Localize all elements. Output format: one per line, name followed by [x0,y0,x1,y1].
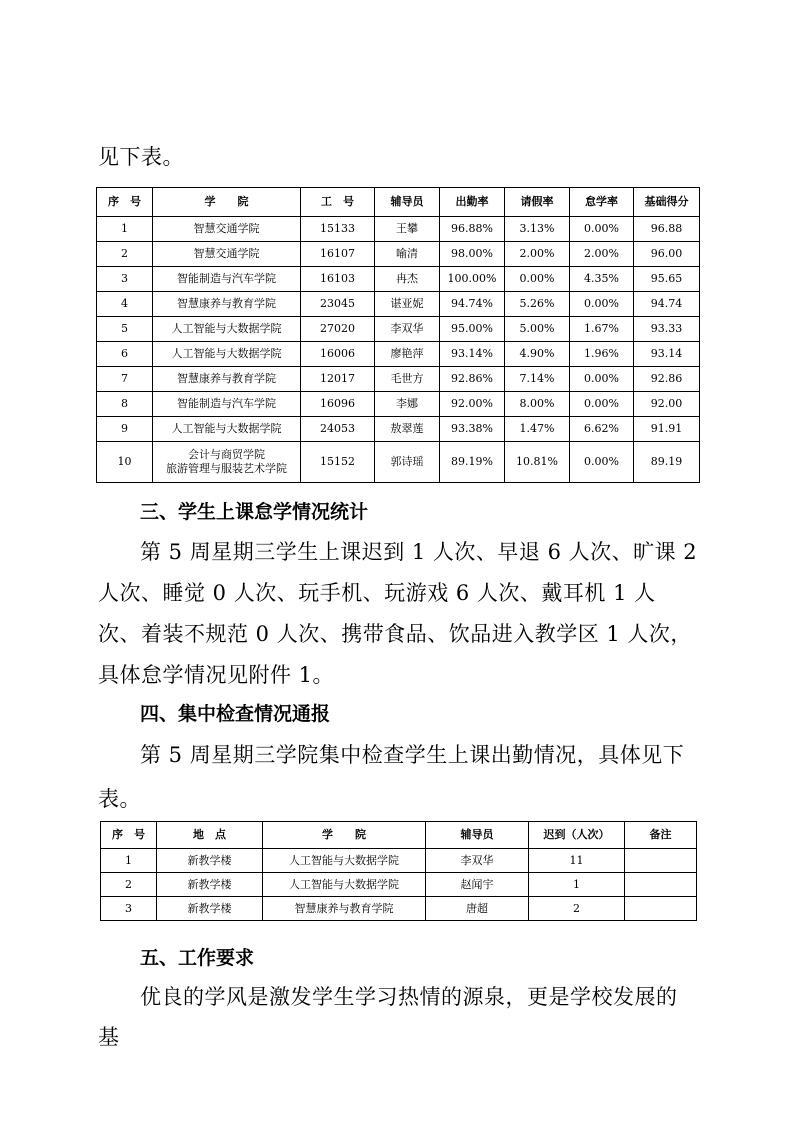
cell-college: 智能制造与汽车学院 [153,392,301,417]
table-row [97,292,700,317]
cell-counselor: 喻清 [375,242,440,267]
cell-location: 新教学楼 [157,897,263,921]
table-row [97,217,700,242]
cell-staff-id: 12017 [301,367,375,392]
cell-attendance: 94.74% [440,292,505,317]
cell-no: 6 [97,342,153,367]
cell-staff-id: 16107 [301,242,375,267]
header-attendance: 出勤率 [440,188,505,217]
header-counselor: 辅导员 [426,822,529,849]
header-no: 序 号 [101,822,157,849]
header-remark: 备注 [625,822,697,849]
cell-attendance: 98.00% [440,242,505,267]
cell-no: 10 [97,442,153,483]
cell-college: 人工智能与大数据学院 [153,417,301,442]
cell-leave: 7.14% [505,367,570,392]
cell-leave: 3.13% [505,217,570,242]
cell-college-line1: 会计与商贸学院 [188,448,265,461]
cell-late-count: 2 [529,897,625,921]
cell-slack: 0.00% [570,292,634,317]
cell-attendance: 100.00% [440,267,505,292]
cell-college: 人工智能与大数据学院 [263,849,426,873]
cell-attendance: 89.19% [440,442,505,483]
table-row [97,442,700,483]
cell-score: 96.88 [634,217,700,242]
cell-slack: 0.00% [570,367,634,392]
header-college: 学 院 [153,188,301,217]
cell-college: 智慧康养与教育学院 [153,367,301,392]
header-staff-id: 工 号 [301,188,375,217]
cell-counselor: 毛世方 [375,367,440,392]
cell-counselor: 王攀 [375,217,440,242]
table-row [97,317,700,342]
table-row [97,367,700,392]
section5-body: 优良的学风是激发学生学习热情的源泉，更是学校发展的基 [98,985,678,1049]
cell-counselor: 郭诗瑶 [375,442,440,483]
cell-college: 人工智能与大数据学院 [153,317,301,342]
cell-no: 2 [97,242,153,267]
table-header-row [101,822,697,849]
header-score: 基础得分 [634,188,700,217]
cell-score: 96.00 [634,242,700,267]
cell-counselor: 谌亚妮 [375,292,440,317]
cell-slack: 1.96% [570,342,634,367]
cell-score: 92.86 [634,367,700,392]
cell-attendance: 93.14% [440,342,505,367]
table-row [97,417,700,442]
cell-leave: 5.26% [505,292,570,317]
cell-college: 智慧交通学院 [153,242,301,267]
cell-location: 新教学楼 [157,873,263,897]
cell-staff-id: 24053 [301,417,375,442]
cell-leave: 4.90% [505,342,570,367]
cell-remark [625,849,697,873]
cell-staff-id: 15133 [301,217,375,242]
cell-slack: 6.62% [570,417,634,442]
counselor-score-table [96,187,700,483]
cell-no: 5 [97,317,153,342]
cell-score: 93.14 [634,342,700,367]
table-row [97,267,700,292]
cell-no: 3 [101,897,157,921]
cell-no: 2 [101,873,157,897]
cell-staff-id: 15152 [301,442,375,483]
cell-remark [625,873,697,897]
section3-body: 第 5 周星期三学生上课迟到 1 人次、早退 6 人次、旷课 2 人次、睡觉 0 人次、玩手机、玩游戏 6 人次、戴耳机 1 人次、着装不规范 0 人次、携带食品、饮品进入教学区 1 人次，具体怠学情况见附件 1。 [98,540,698,687]
cell-college: 智慧交通学院 [153,217,301,242]
table-row [101,873,697,897]
cell-college [153,442,301,483]
section4-heading: 四、集中检查情况通报 [140,703,331,725]
cell-attendance: 92.00% [440,392,505,417]
cell-staff-id: 27020 [301,317,375,342]
cell-college-line2: 旅游管理与服装艺术学院 [166,462,287,475]
table-row [97,342,700,367]
cell-college: 智慧康养与教育学院 [153,292,301,317]
header-leave: 请假率 [505,188,570,217]
cell-no: 8 [97,392,153,417]
cell-counselor: 李双华 [375,317,440,342]
cell-leave: 10.81% [505,442,570,483]
cell-late-count: 11 [529,849,625,873]
cell-score: 92.00 [634,392,700,417]
section3-heading: 三、学生上课怠学情况统计 [140,501,369,523]
header-college: 学 院 [263,822,426,849]
inspection-table [100,821,697,921]
cell-leave: 1.47% [505,417,570,442]
cell-slack: 1.67% [570,317,634,342]
cell-score: 94.74 [634,292,700,317]
cell-counselor: 李双华 [426,849,529,873]
cell-leave: 0.00% [505,267,570,292]
cell-attendance: 95.00% [440,317,505,342]
table-row [101,849,697,873]
cell-remark [625,897,697,921]
cell-slack: 0.00% [570,442,634,483]
cell-staff-id: 23045 [301,292,375,317]
cell-college: 智能制造与汽车学院 [153,267,301,292]
table-row [101,897,697,921]
cell-no: 3 [97,267,153,292]
cell-counselor: 赵闻宇 [426,873,529,897]
cell-attendance: 96.88% [440,217,505,242]
cell-score: 89.19 [634,442,700,483]
table-row [97,242,700,267]
cell-leave: 8.00% [505,392,570,417]
cell-college: 人工智能与大数据学院 [153,342,301,367]
cell-score: 95.65 [634,267,700,292]
cell-no: 9 [97,417,153,442]
cell-staff-id: 16096 [301,392,375,417]
cell-counselor: 冉杰 [375,267,440,292]
intro-text: 见下表。 [98,145,184,169]
header-location: 地 点 [157,822,263,849]
cell-attendance: 93.38% [440,417,505,442]
cell-location: 新教学楼 [157,849,263,873]
cell-slack: 2.00% [570,242,634,267]
header-late-count: 迟到（人次） [529,822,625,849]
section4-body: 第 5 周星期三学院集中检查学生上课出勤情况，具体见下表。 [98,743,685,811]
header-counselor: 辅导员 [375,188,440,217]
cell-late-count: 1 [529,873,625,897]
cell-counselor: 唐超 [426,897,529,921]
cell-counselor: 李娜 [375,392,440,417]
cell-no: 4 [97,292,153,317]
cell-staff-id: 16103 [301,267,375,292]
cell-leave: 5.00% [505,317,570,342]
cell-no: 1 [97,217,153,242]
header-no: 序 号 [97,188,153,217]
cell-college: 人工智能与大数据学院 [263,873,426,897]
cell-leave: 2.00% [505,242,570,267]
cell-score: 91.91 [634,417,700,442]
cell-no: 7 [97,367,153,392]
cell-college: 智慧康养与教育学院 [263,897,426,921]
cell-counselor: 敖翠莲 [375,417,440,442]
cell-attendance: 92.86% [440,367,505,392]
cell-no: 1 [101,849,157,873]
table-row [97,392,700,417]
cell-slack: 0.00% [570,392,634,417]
cell-slack: 0.00% [570,217,634,242]
table-header-row [97,188,700,217]
section5-heading: 五、工作要求 [140,947,255,969]
cell-staff-id: 16006 [301,342,375,367]
header-slack: 怠学率 [570,188,634,217]
cell-counselor: 廖艳萍 [375,342,440,367]
cell-slack: 4.35% [570,267,634,292]
cell-score: 93.33 [634,317,700,342]
